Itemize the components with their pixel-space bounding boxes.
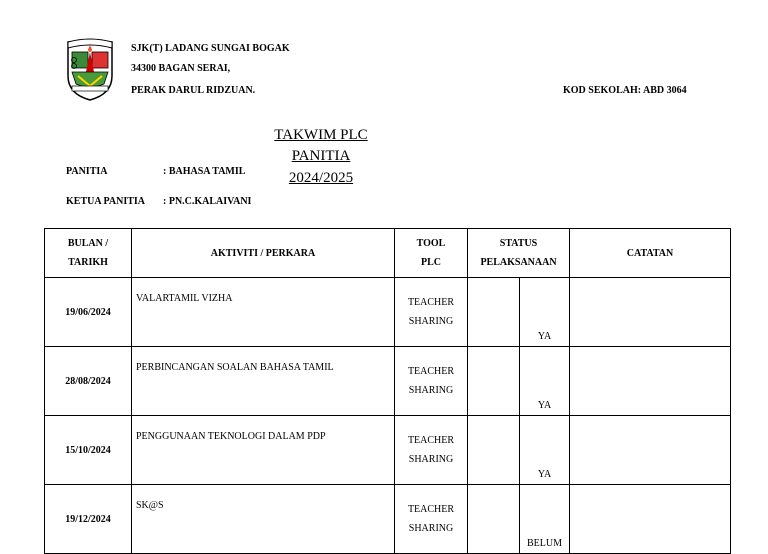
row-activity: VALARTAMIL VIZHA: [132, 278, 395, 347]
row-activity: SK@S: [132, 485, 395, 554]
school-logo-icon: [62, 38, 118, 102]
row-tool: [395, 485, 468, 554]
header-aktiviti: AKTIVITI / PERKARA: [132, 229, 395, 278]
row-tool-line2: SHARING: [408, 454, 454, 465]
page-subtitle: PANITIA: [291, 148, 351, 164]
row-status-empty: [468, 485, 520, 554]
header-bulan: [45, 229, 132, 278]
row-status-empty: [468, 416, 520, 485]
header-bulan-line2: TARIKH: [68, 257, 108, 268]
row-tool-line1: TEACHER: [407, 435, 455, 446]
panitia-label: PANITIA: [66, 166, 108, 177]
row-status: YA: [520, 278, 570, 347]
row-status-empty: [468, 278, 520, 347]
ketua-label: KETUA PANITIA: [66, 196, 145, 207]
row-date: 19/12/2024: [45, 485, 132, 554]
header-status-line2: PELAKSANAAN: [480, 257, 557, 268]
row-status-empty: [468, 347, 520, 416]
header-status-line1: STATUS: [499, 238, 538, 249]
plc-calendar-table: [44, 228, 731, 554]
row-notes: [570, 485, 731, 554]
row-activity: PERBINCANGAN SOALAN BAHASA TAMIL: [132, 347, 395, 416]
school-address-line: 34300 BAGAN SERAI,: [131, 63, 231, 74]
header-bulan-line1: BULAN /: [67, 238, 109, 249]
row-notes: [570, 347, 731, 416]
row-notes: [570, 416, 731, 485]
row-tool: [395, 416, 468, 485]
header-tool-line1: TOOL: [416, 238, 446, 249]
school-code: KOD SEKOLAH: ABD 3064: [563, 85, 687, 96]
row-status: YA: [520, 416, 570, 485]
row-tool: [395, 278, 468, 347]
table-row: [45, 485, 731, 554]
ketua-value: : PN.C.KALAIVANI: [163, 196, 252, 207]
table-header-row: [45, 229, 731, 278]
row-tool-line2: SHARING: [408, 316, 454, 327]
row-tool-line1: TEACHER: [407, 366, 455, 377]
row-tool-line1: TEACHER: [407, 297, 455, 308]
row-tool-line2: SHARING: [408, 523, 454, 534]
header-catatan: CATATAN: [570, 229, 731, 278]
school-state-line: PERAK DARUL RIDZUAN.: [131, 85, 256, 96]
header-tool: [395, 229, 468, 278]
school-name: SJK(T) LADANG SUNGAI BOGAK: [131, 43, 290, 54]
page-year: 2024/2025: [288, 170, 354, 186]
row-status: BELUM: [520, 485, 570, 554]
row-date: 28/08/2024: [45, 347, 132, 416]
header-status: [468, 229, 570, 278]
row-date: 15/10/2024: [45, 416, 132, 485]
page-title: TAKWIM PLC: [274, 127, 368, 143]
table-row: [45, 278, 731, 347]
row-notes: [570, 278, 731, 347]
row-date: 19/06/2024: [45, 278, 132, 347]
header-tool-line2: PLC: [421, 257, 441, 268]
row-activity: PENGGUNAAN TEKNOLOGI DALAM PDP: [132, 416, 395, 485]
row-tool-line1: TEACHER: [407, 504, 455, 515]
row-tool: [395, 347, 468, 416]
row-tool-line2: SHARING: [408, 385, 454, 396]
row-status: YA: [520, 347, 570, 416]
table-row: [45, 416, 731, 485]
table-row: [45, 347, 731, 416]
panitia-value: : BAHASA TAMIL: [163, 166, 246, 177]
